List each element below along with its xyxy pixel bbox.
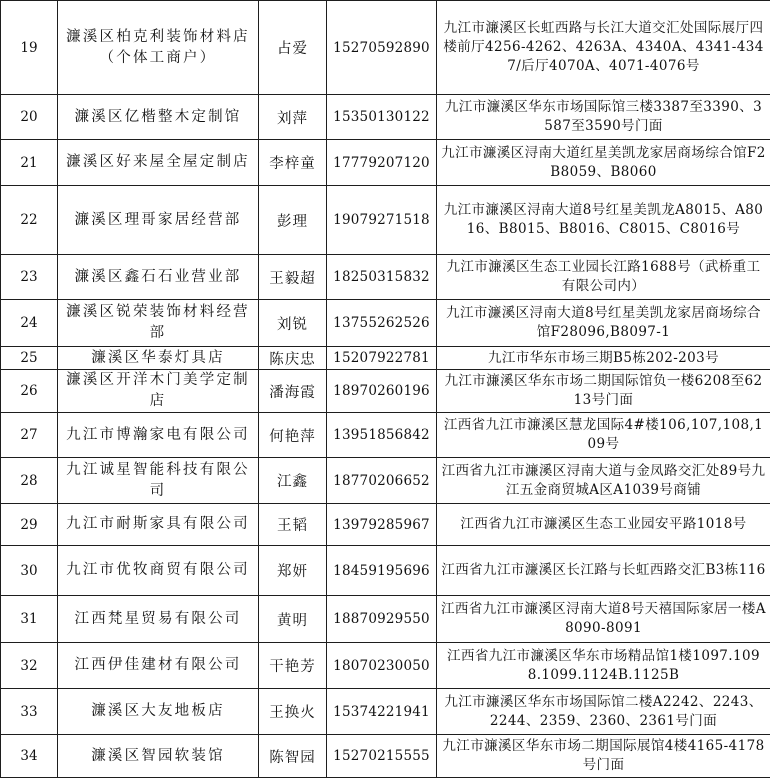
contact-person-cell: 何艳萍 — [259, 413, 327, 458]
phone-cell: 18459195696 — [327, 546, 437, 596]
address-cell: 九江市濂溪区长虹西路与长江大道交汇处国际展厅四楼前厅4256-4262、4263A、4340A、4341-4347/后厅4070A、4071-4076号 — [437, 1, 770, 95]
address-cell: 九江市濂溪区华东市场二期国际馆负一楼6208至6213号门面 — [437, 370, 770, 413]
merchant-name-cell: 江西梵星贸易有限公司 — [58, 596, 259, 643]
phone-cell: 17779207120 — [327, 140, 437, 186]
phone-cell: 15207922781 — [327, 347, 437, 370]
contact-person-cell: 王换火 — [259, 689, 327, 735]
row-number-cell: 26 — [1, 370, 58, 413]
merchant-name-cell: 江西伊佳建材有限公司 — [58, 643, 259, 689]
merchant-name-cell: 濂溪区开洋木门美学定制店 — [58, 370, 259, 413]
merchant-name-cell: 濂溪区理哥家居经营部 — [58, 186, 259, 255]
merchant-name-cell: 濂溪区华泰灯具店 — [58, 347, 259, 370]
phone-cell: 19079271518 — [327, 186, 437, 255]
table-row — [1, 413, 770, 458]
row-number-cell: 28 — [1, 458, 58, 504]
address-cell: 江西省九江市濂溪区生态工业园安平路1018号 — [437, 504, 770, 546]
row-number-cell: 20 — [1, 95, 58, 140]
row-number-cell: 30 — [1, 546, 58, 596]
row-number-cell: 32 — [1, 643, 58, 689]
contact-person-cell: 江鑫 — [259, 458, 327, 504]
row-number-cell: 25 — [1, 347, 58, 370]
row-number-cell: 19 — [1, 1, 58, 95]
row-number-cell: 23 — [1, 255, 58, 300]
row-number-cell: 27 — [1, 413, 58, 458]
table-row — [1, 300, 770, 347]
contact-person-cell: 彭理 — [259, 186, 327, 255]
phone-cell: 15270592890 — [327, 1, 437, 95]
table-row — [1, 347, 770, 370]
merchant-name-cell: 濂溪区大友地板店 — [58, 689, 259, 735]
row-number-cell: 24 — [1, 300, 58, 347]
table-row — [1, 186, 770, 255]
contact-person-cell: 李梓童 — [259, 140, 327, 186]
address-cell: 九江市濂溪区浔南大道红星美凯龙家居商场综合馆F2B8059、B8060 — [437, 140, 770, 186]
row-number-cell: 34 — [1, 735, 58, 778]
address-cell: 九江市华东市场三期B5栋202-203号 — [437, 347, 770, 370]
row-number-cell: 21 — [1, 140, 58, 186]
phone-cell: 18070230050 — [327, 643, 437, 689]
address-cell: 江西省九江市濂溪区浔南大道8号天禧国际家居一楼A8090-8091 — [437, 596, 770, 643]
merchant-name-cell: 九江市优牧商贸有限公司 — [58, 546, 259, 596]
address-cell: 九江市濂溪区华东市场国际馆三楼3387至3390、3587至3590号门面 — [437, 95, 770, 140]
table-row — [1, 370, 770, 413]
row-number-cell: 29 — [1, 504, 58, 546]
contact-person-cell: 占爱 — [259, 1, 327, 95]
phone-cell: 15350130122 — [327, 95, 437, 140]
contact-person-cell: 刘锐 — [259, 300, 327, 347]
phone-cell: 18770206652 — [327, 458, 437, 504]
merchant-name-cell: 濂溪区亿楷整木定制馆 — [58, 95, 259, 140]
merchant-name-cell: 濂溪区智园软装馆 — [58, 735, 259, 778]
address-cell: 九江市濂溪区华东市场国际馆二楼A2242、2243、2244、2359、2360、2361号门面 — [437, 689, 770, 735]
address-cell: 九江市濂溪区华东市场二期国际展馆4楼4165-4178号门面 — [437, 735, 770, 778]
table-row — [1, 643, 770, 689]
contact-person-cell: 干艳芳 — [259, 643, 327, 689]
contact-person-cell: 刘萍 — [259, 95, 327, 140]
phone-cell: 13951856842 — [327, 413, 437, 458]
contact-person-cell: 王韬 — [259, 504, 327, 546]
table-row — [1, 255, 770, 300]
table-row — [1, 458, 770, 504]
address-cell: 江西省九江市濂溪区华东市场精品馆1楼1097.1098.1099.1124B.1125B — [437, 643, 770, 689]
merchant-table-body — [1, 1, 770, 778]
table-row — [1, 546, 770, 596]
contact-person-cell: 陈智园 — [259, 735, 327, 778]
phone-cell: 13755262526 — [327, 300, 437, 347]
table-row — [1, 504, 770, 546]
merchant-name-cell: 九江诚星智能科技有限公司 — [58, 458, 259, 504]
table-row — [1, 735, 770, 778]
merchant-name-cell: 濂溪区锐荣装饰材料经营部 — [58, 300, 259, 347]
address-cell: 九江市濂溪区浔南大道8号红星美凯龙A8015、A8016、B8015、B8016、C8015、C8016号 — [437, 186, 770, 255]
phone-cell: 18970260196 — [327, 370, 437, 413]
contact-person-cell: 潘海霞 — [259, 370, 327, 413]
address-cell: 江西省九江市濂溪区慧龙国际4#楼106,107,108,109号 — [437, 413, 770, 458]
contact-person-cell: 陈庆忠 — [259, 347, 327, 370]
merchant-name-cell: 九江市耐斯家具有限公司 — [58, 504, 259, 546]
address-cell: 江西省九江市濂溪区长江路与长虹西路交汇B3栋116 — [437, 546, 770, 596]
row-number-cell: 22 — [1, 186, 58, 255]
address-cell: 九江市濂溪区生态工业园长江路1688号（武桥重工有限公司内） — [437, 255, 770, 300]
contact-person-cell: 黄明 — [259, 596, 327, 643]
row-number-cell: 33 — [1, 689, 58, 735]
table-row — [1, 1, 770, 95]
merchant-name-cell: 濂溪区鑫石石业营业部 — [58, 255, 259, 300]
contact-person-cell: 郑妍 — [259, 546, 327, 596]
contact-person-cell: 王毅超 — [259, 255, 327, 300]
phone-cell: 15270215555 — [327, 735, 437, 778]
address-cell: 九江市濂溪区浔南大道8号红星美凯龙家居商场综合馆F28096,B8097-1 — [437, 300, 770, 347]
phone-cell: 15374221941 — [327, 689, 437, 735]
row-number-cell: 31 — [1, 596, 58, 643]
merchant-name-cell: 濂溪区好来屋全屋定制店 — [58, 140, 259, 186]
table-row — [1, 596, 770, 643]
table-row — [1, 95, 770, 140]
phone-cell: 13979285967 — [327, 504, 437, 546]
phone-cell: 18870929550 — [327, 596, 437, 643]
table-row — [1, 689, 770, 735]
phone-cell: 18250315832 — [327, 255, 437, 300]
address-cell: 江西省九江市濂溪区浔南大道与金凤路交汇处89号九江五金商贸城A区A1039号商铺 — [437, 458, 770, 504]
table-row — [1, 140, 770, 186]
merchant-name-cell: 九江市博瀚家电有限公司 — [58, 413, 259, 458]
merchant-name-cell: 濂溪区柏克利装饰材料店（个体工商户） — [58, 1, 259, 95]
